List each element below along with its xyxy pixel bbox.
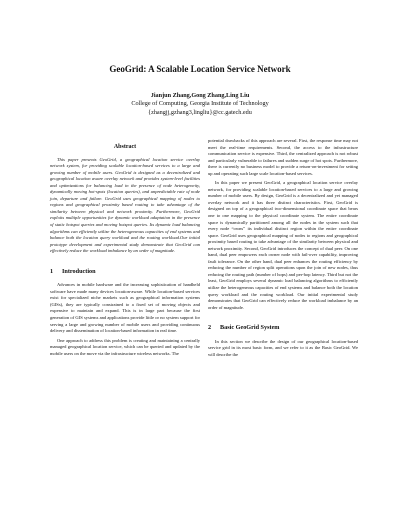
abstract-heading: Abstract [113,144,137,150]
section-title: Introduction [62,267,96,275]
right-column [208,138,358,361]
section-number: 2 [208,324,212,332]
intro-paragraph-2: One approach to address this problem is creating and maintaining a centrally managed geographical location service, which can be queried and updated by the mobile users on the move via the infrastructure wireless networks. The [50,337,200,356]
left-column [50,138,200,360]
intro-paragraph-3: potential drawbacks of this approach are several. First, the response time may not meet the real-time requirements. Second, the access to the infrastructure communication service is expensive. Third, the centralized approach is not robust and particularly vulnerable to failures and sudden surge of hot spots. Furthermore, there is currently no business model to provide a return-on-investment for setting up and operating such large scale location-based services. [208,138,358,176]
author-names: Jianjun Zhang,Gong Zhang,Ling Liu [150,92,250,99]
author-emails: {zhangjj,gzhang3,lingliu}@cc.gatech.edu [148,108,252,116]
intro-paragraph-4: In this paper we present GeoGrid, a geographical location service overlay network, for providing scalable location-based services to a large and growing number of mobile users. By design, GeoGrid is a decentralized and yet managed overlay network and it has three distinct characteristics. First, GeoGrid is designed on top of a geographical two-dimensional coordinate space that bears one to one mapping to the physical coordinate system. The entire coordinate space is dynamically partitioned among all the nodes in the system such that every node “owns” its individual distinct region within the entire coordinate space. GeoGrid uses geographical mapping of nodes to regions and geographical proximity based routing to take advantage of the similarity between physical and network proximity. Second, GeoGrid introduces the concept of dual peer. On one hand, dual peer empowers each owner node with fail-over capability, improving fault tolerance. On the other hand, dual peer enhances the routing efficiency by reducing the number of region split operations upon the join of new nodes, thus reducing the routing path (number of hops) and per-hop latency. Third but not the least, GeoGrid employs several dynamic load balancing algorithms to efficiently utilize the heterogeneous capacities of end systems and balance both the location query workload and the routing workload. Our initial experimental study demonstrates that GeoGrid can effectively reduce the workload imbalance by an order of magnitude. [208,180,358,310]
affiliation: College of Computing, Georgia Institute of Technology [131,100,269,108]
section-title: Basic GeoGrid System [220,324,280,332]
section2-paragraph-1: In this section we describe the design of our geographical location-based service grid in its most basic form, and we refer to it as the Basic GeoGrid. We will describe the [208,338,358,357]
section-number: 1 [50,267,54,275]
section-heading-introduction [50,269,200,276]
author-block [0,92,400,117]
abstract-text: This paper presents GeoGrid, a geographical location service overlay network system, for providing scalable location-based services to a large and growing number of mobile users. GeoGrid is designed as a decentralized and geographical location aware overlay network and provides system-level facilities and optimizations for balancing load in the presence of node heterogeneity, dynamically moving hot-spots (location queries), and unpredictable rate of node join, departure and failure. GeoGrid uses geographical mapping of nodes to regions and geographical proximity based routing to take advantage of the similarity between physical and network proximity. Furthermore, GeoGrid exploits multiple opportunities for dynamic workload adaptation in the presence of static hotspot queries and moving hotspot queries. Its dynamic load balancing algorithms can efficiently utilize the heterogeneous capacities of end systems and balance both the location query workload and the routing workload.Our initial prototype development and experimental study demonstrate that GeoGrid can effectively reduce the workload imbalance by an order of magnitude. [50,156,200,254]
paper-title: GeoGrid: A Scalable Location Service Network [109,64,291,74]
section-heading-basic-geogrid [208,325,358,332]
intro-paragraph-1: Advances in mobile hardware and the increasing sophistication of handheld software have made many devices location-aware. While location-based services exist for specialized niche markets such as geographical information systems (GISs), they are typically constrained to a fixed set of moving objects and expensive to maintain and expand. This is in large part because the first generation of GIS systems and applications provide little or no system support for serving a large and growing number of mobile users and providing continuous delivery and dissemination of location-based information in real time. [50,282,200,334]
